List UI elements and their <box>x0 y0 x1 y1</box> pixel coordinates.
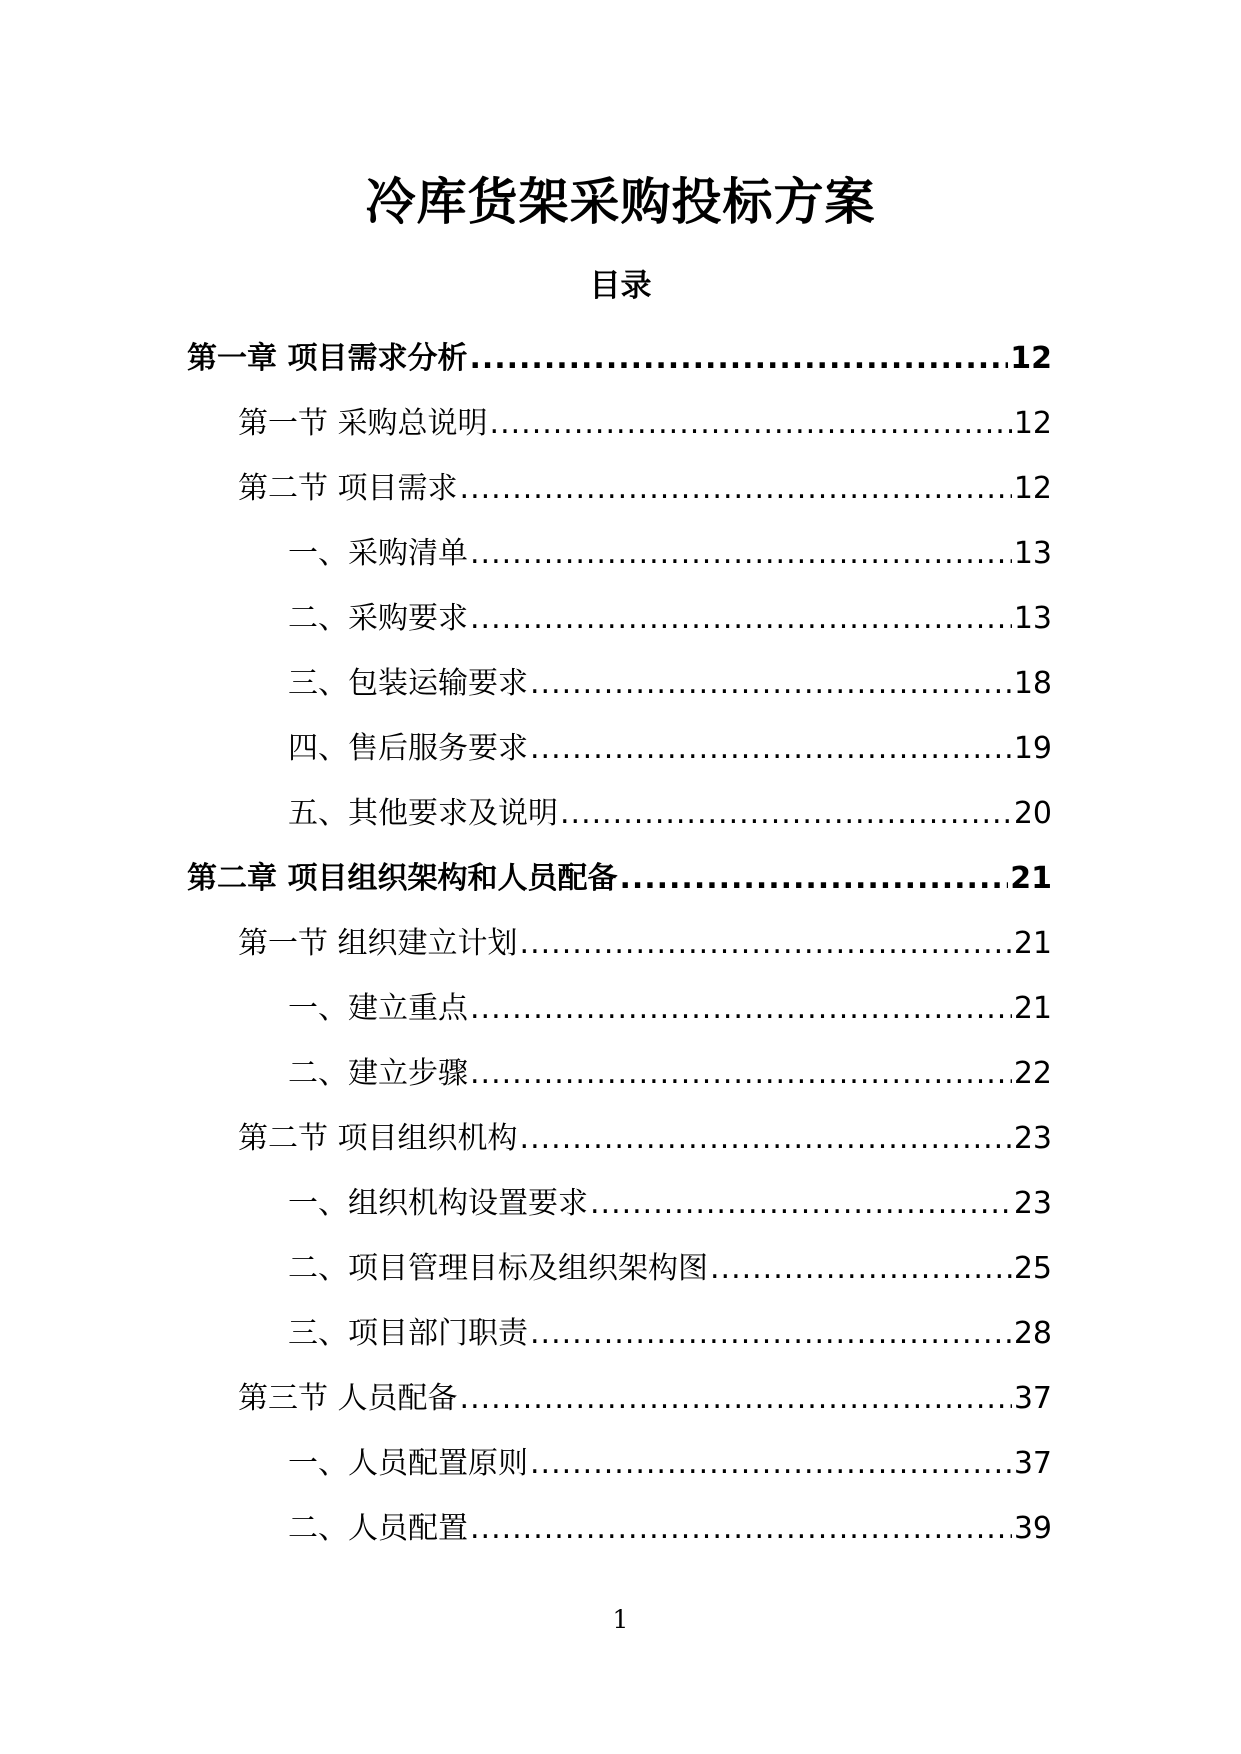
toc-entry-title: 二、建立步骤 <box>288 1055 468 1091</box>
toc-entry-page-number: 21 <box>1013 990 1052 1026</box>
toc-dot-leader <box>530 1314 1012 1354</box>
toc-entry-page-number: 39 <box>1013 1510 1052 1546</box>
toc-entry-page-number: 19 <box>1013 730 1052 766</box>
toc-entry-page-number: 21 <box>1010 860 1052 896</box>
toc-entry[interactable] <box>0 781 1241 846</box>
toc-entry-title: 第二节 项目组织机构 <box>238 1120 518 1156</box>
toc-entry[interactable] <box>0 1496 1241 1561</box>
toc-dot-leader <box>470 1509 1012 1549</box>
toc-dot-leader <box>470 534 1012 574</box>
toc-entry-title: 三、包装运输要求 <box>288 665 528 701</box>
toc-entry[interactable] <box>0 651 1241 716</box>
toc-dot-leader <box>530 664 1012 704</box>
toc-dot-leader <box>460 469 1012 509</box>
toc-entry-page-number: 22 <box>1013 1055 1052 1091</box>
toc-entry-page-number: 23 <box>1013 1185 1052 1221</box>
toc-entry-title: 一、采购清单 <box>288 535 468 571</box>
toc-entry-page-number: 20 <box>1013 795 1052 831</box>
toc-entry-title: 第二节 项目需求 <box>238 470 458 506</box>
toc-entry-page-number: 12 <box>1013 470 1052 506</box>
toc-dot-leader <box>470 989 1012 1029</box>
toc-dot-leader <box>470 599 1012 639</box>
toc-entry[interactable] <box>0 911 1241 976</box>
toc-dot-leader <box>490 404 1012 444</box>
toc-entry-page-number: 13 <box>1013 535 1052 571</box>
document-title: 冷库货架采购投标方案 <box>365 173 876 231</box>
toc-entry-title: 二、采购要求 <box>288 600 468 636</box>
toc-dot-leader <box>520 924 1012 964</box>
toc-entry-page-number: 12 <box>1013 405 1052 441</box>
toc-entry[interactable] <box>0 846 1241 911</box>
toc-entry[interactable] <box>0 1301 1241 1366</box>
toc-entry-title: 一、组织机构设置要求 <box>288 1185 588 1221</box>
toc-dot-leader <box>560 794 1012 834</box>
toc-entry[interactable] <box>0 456 1241 521</box>
toc-entry-page-number: 25 <box>1013 1250 1052 1286</box>
toc-entry[interactable] <box>0 521 1241 586</box>
toc-entry[interactable] <box>0 1236 1241 1301</box>
toc-entry[interactable] <box>0 326 1241 391</box>
toc-entry[interactable] <box>0 586 1241 651</box>
toc-entry-page-number: 12 <box>1010 340 1052 376</box>
toc-entry-title: 五、其他要求及说明 <box>288 795 558 831</box>
toc-dot-leader <box>470 1054 1012 1094</box>
toc-entry[interactable] <box>0 976 1241 1041</box>
toc-entry[interactable] <box>0 391 1241 456</box>
toc-dot-leader <box>520 1119 1012 1159</box>
toc-dot-leader <box>469 339 1008 379</box>
toc-entry[interactable] <box>0 716 1241 781</box>
toc-entry-title: 第二章 项目组织架构和人员配备 <box>187 860 618 896</box>
toc-dot-leader <box>619 859 1008 899</box>
toc-entry-page-number: 23 <box>1013 1120 1052 1156</box>
toc-entry-page-number: 37 <box>1013 1445 1052 1481</box>
toc-dot-leader <box>710 1249 1012 1289</box>
toc-entry[interactable] <box>0 1431 1241 1496</box>
page-number: 1 <box>612 1605 629 1634</box>
toc-entry-title: 二、人员配置 <box>288 1510 468 1546</box>
toc-dot-leader <box>590 1184 1012 1224</box>
toc-heading: 目录 <box>589 268 652 304</box>
toc-entry-title: 第三节 人员配备 <box>238 1380 458 1416</box>
toc-entry-title: 三、项目部门职责 <box>288 1315 528 1351</box>
toc-dot-leader <box>530 1444 1012 1484</box>
toc-entry-title: 二、项目管理目标及组织架构图 <box>288 1250 708 1286</box>
toc-entry-title: 第一节 采购总说明 <box>238 405 488 441</box>
toc-entry-page-number: 13 <box>1013 600 1052 636</box>
toc-entry[interactable] <box>0 1106 1241 1171</box>
toc-entry-page-number: 18 <box>1013 665 1052 701</box>
toc-entry-page-number: 28 <box>1013 1315 1052 1351</box>
toc-entry-title: 第一章 项目需求分析 <box>187 340 468 376</box>
toc-entry-title: 第一节 组织建立计划 <box>238 925 518 961</box>
toc-entry[interactable] <box>0 1171 1241 1236</box>
toc-entry[interactable] <box>0 1366 1241 1431</box>
toc-entry-title: 一、建立重点 <box>288 990 468 1026</box>
toc-entry-title: 一、人员配置原则 <box>288 1445 528 1481</box>
toc-dot-leader <box>460 1379 1012 1419</box>
toc-entry-title: 四、售后服务要求 <box>288 730 528 766</box>
toc-entry[interactable] <box>0 1041 1241 1106</box>
toc-entry-page-number: 37 <box>1013 1380 1052 1416</box>
toc-entry-page-number: 21 <box>1013 925 1052 961</box>
toc-dot-leader <box>530 729 1012 769</box>
table-of-contents <box>0 326 1241 1561</box>
